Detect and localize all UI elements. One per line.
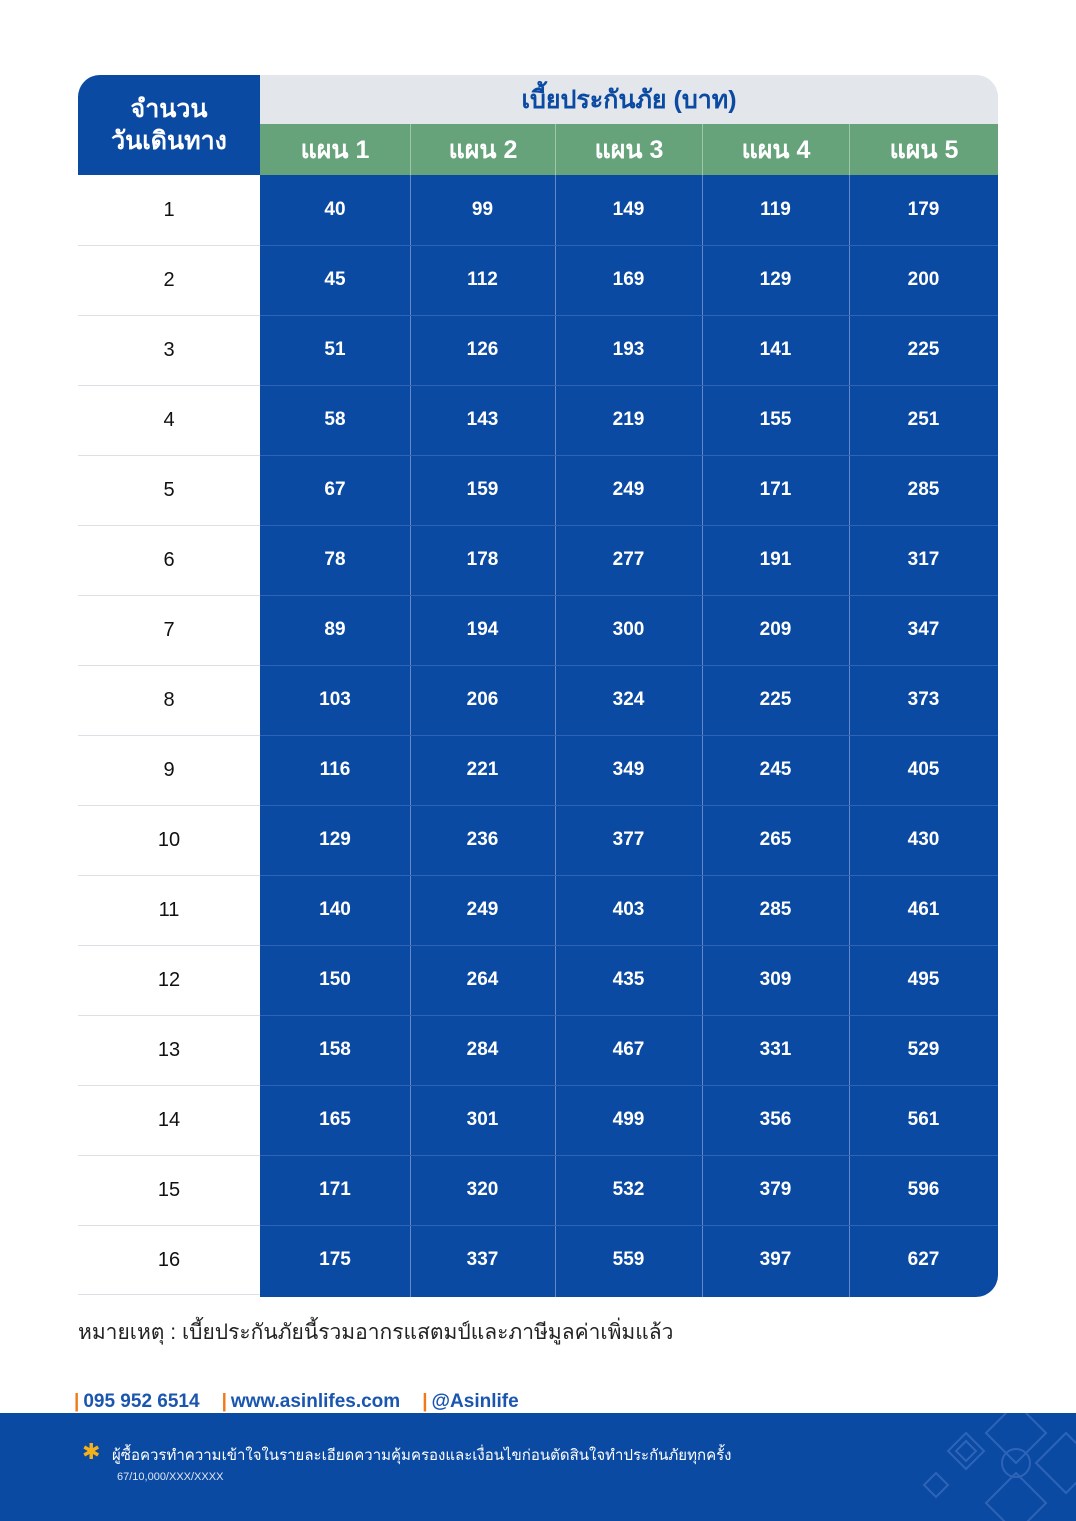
travel-days-header-line1: จำนวน — [130, 95, 208, 123]
travel-days-cell: 6 — [163, 548, 175, 571]
premium-cell: 129 — [319, 829, 351, 850]
separator-bar: | — [74, 1391, 80, 1412]
premium-cell: 320 — [466, 1179, 499, 1200]
premium-cell: 265 — [759, 829, 792, 850]
plan-header: แผน 4 — [702, 124, 849, 175]
premium-cell: 219 — [612, 409, 645, 430]
premium-cell: 561 — [907, 1109, 940, 1130]
travel-days-cell: 9 — [163, 758, 175, 781]
travel-days-cell: 15 — [157, 1178, 181, 1201]
phone-number[interactable]: 095 952 6514 — [83, 1391, 200, 1412]
premium-cell: 171 — [759, 479, 792, 500]
travel-days-cell: 3 — [163, 338, 175, 361]
premium-cell: 430 — [907, 829, 940, 850]
premium-cell: 194 — [466, 619, 499, 640]
table-row — [78, 945, 998, 1015]
travel-days-cell: 7 — [163, 618, 175, 641]
premium-cell: 300 — [612, 619, 645, 640]
travel-days-cell: 12 — [157, 968, 181, 991]
premium-cell: 377 — [612, 829, 645, 850]
table-row — [78, 175, 998, 245]
premium-cell: 467 — [612, 1039, 645, 1060]
premium-cell: 67 — [324, 479, 346, 500]
premium-cell: 155 — [759, 409, 792, 430]
premium-cell: 206 — [466, 689, 499, 710]
plan-header: แผน 1 — [260, 124, 410, 175]
table-row — [78, 665, 998, 735]
premium-cell: 627 — [907, 1249, 940, 1270]
table-row — [78, 315, 998, 385]
premium-cell: 331 — [759, 1039, 792, 1060]
travel-days-header — [78, 75, 260, 175]
separator-bar: | — [221, 1391, 227, 1412]
premium-cell: 559 — [612, 1249, 645, 1270]
premium-cell: 209 — [759, 619, 792, 640]
premium-cell: 193 — [612, 339, 645, 360]
premium-cell: 249 — [466, 899, 499, 920]
travel-days-header-line2: วันเดินทาง — [111, 127, 227, 155]
travel-days-cell: 16 — [157, 1248, 181, 1271]
row-divider — [78, 1294, 260, 1295]
premium-cell: 225 — [759, 689, 792, 710]
premium-cell: 140 — [319, 899, 351, 920]
premium-cell: 435 — [612, 969, 645, 990]
premium-cell: 191 — [759, 549, 792, 570]
premium-cell: 337 — [466, 1249, 499, 1270]
travel-days-cell: 10 — [157, 828, 181, 851]
premium-cell: 169 — [612, 269, 645, 290]
premium-cell: 158 — [319, 1039, 351, 1060]
premium-cell: 347 — [907, 619, 940, 640]
table-row — [78, 1225, 998, 1295]
travel-days-cell: 14 — [157, 1108, 181, 1131]
premium-cell: 143 — [466, 409, 499, 430]
website-link[interactable]: www.asinlifes.com — [230, 1391, 401, 1412]
table-row — [78, 1085, 998, 1155]
premium-cell: 149 — [612, 199, 645, 220]
premium-cell: 175 — [319, 1249, 351, 1270]
premium-cell: 532 — [612, 1179, 645, 1200]
premium-cell: 596 — [907, 1179, 940, 1200]
table-row — [78, 1015, 998, 1085]
premium-cell: 159 — [466, 479, 499, 500]
premium-cell: 165 — [319, 1109, 351, 1130]
premium-cell: 264 — [466, 969, 499, 990]
plan-header: แผน 5 — [849, 124, 998, 175]
premium-cell: 51 — [324, 339, 346, 360]
premium-cell: 251 — [907, 409, 940, 430]
premium-cell: 126 — [466, 339, 499, 360]
premium-cell: 116 — [319, 759, 351, 780]
premium-cell: 45 — [324, 269, 346, 290]
premium-cell: 112 — [467, 269, 498, 290]
premium-cell: 99 — [471, 199, 494, 220]
table-row — [78, 525, 998, 595]
premium-cell: 324 — [612, 689, 645, 710]
separator-bar: | — [422, 1391, 428, 1412]
premium-cell: 379 — [759, 1179, 792, 1200]
table-row — [78, 805, 998, 875]
document-code: 67/10,000/XXX/XXXX — [117, 1471, 224, 1483]
premium-cell: 119 — [760, 199, 791, 220]
table-row — [78, 875, 998, 945]
premium-cell: 78 — [324, 549, 346, 570]
premium-cell: 495 — [907, 969, 940, 990]
premium-cell: 285 — [907, 479, 940, 500]
premium-header: เบี้ยประกันภัย (บาท) — [260, 75, 998, 124]
premium-cell: 171 — [319, 1179, 351, 1200]
plan-header: แผน 3 — [555, 124, 702, 175]
premium-cell: 103 — [319, 689, 351, 710]
premium-cell: 309 — [759, 969, 792, 990]
decorative-pattern-icon — [816, 1413, 1076, 1521]
premium-cell: 373 — [907, 689, 940, 710]
table-row — [78, 735, 998, 805]
table-row — [78, 245, 998, 315]
travel-days-cell: 13 — [157, 1038, 181, 1061]
premium-cell: 249 — [612, 479, 645, 500]
premium-cell: 58 — [324, 409, 346, 430]
premium-cell: 225 — [907, 339, 940, 360]
premium-cell: 317 — [907, 549, 940, 570]
premium-cell: 141 — [759, 339, 792, 360]
premium-cell: 245 — [759, 759, 792, 780]
premium-cell: 221 — [466, 759, 499, 780]
premium-cell: 403 — [612, 899, 645, 920]
contact-bar — [74, 1390, 541, 1414]
premium-cell: 529 — [907, 1039, 940, 1060]
premium-cell: 405 — [907, 759, 940, 780]
premium-cell: 236 — [466, 829, 499, 850]
footer-disclaimer: ผู้ซื้อควรทำความเข้าใจในรายละเอียดความคุ้มครองและเงื่อนไขก่อนตัดสินใจทำประกันภัยทุกครั้ง — [112, 1447, 732, 1464]
travel-days-cell: 2 — [163, 268, 175, 291]
travel-days-cell: 4 — [163, 408, 175, 431]
premium-cell: 89 — [324, 619, 346, 640]
travel-days-cell: 5 — [163, 478, 175, 501]
table-row — [78, 455, 998, 525]
travel-days-cell: 11 — [158, 898, 180, 921]
table-row — [78, 1155, 998, 1225]
footer-banner — [0, 1413, 1076, 1521]
premium-cell: 301 — [466, 1109, 499, 1130]
premium-cell: 349 — [612, 759, 645, 780]
premium-cell: 150 — [319, 969, 351, 990]
premium-cell: 356 — [759, 1109, 792, 1130]
premium-cell: 499 — [612, 1109, 645, 1130]
table-row — [78, 595, 998, 665]
premium-note: หมายเหตุ : เบี้ยประกันภัยนี้รวมอากรแสตมป์และภาษีมูลค่าเพิ่มแล้ว — [78, 1321, 674, 1344]
premium-cell: 200 — [907, 269, 940, 290]
premium-cell: 397 — [759, 1249, 792, 1270]
premium-cell: 129 — [759, 269, 792, 290]
line-id[interactable]: @Asinlife — [431, 1391, 519, 1412]
travel-days-cell: 1 — [163, 198, 175, 221]
table-row — [78, 385, 998, 455]
premium-table — [78, 75, 998, 1297]
premium-cell: 178 — [466, 549, 499, 570]
premium-cell: 284 — [466, 1039, 499, 1060]
plan-header: แผน 2 — [410, 124, 555, 175]
premium-cell: 285 — [759, 899, 792, 920]
premium-cell: 277 — [612, 549, 645, 570]
travel-days-cell: 8 — [163, 688, 175, 711]
asterisk-icon: ✱ — [82, 1439, 101, 1464]
premium-cell: 179 — [907, 199, 940, 220]
premium-cell: 40 — [324, 199, 346, 220]
premium-cell: 461 — [907, 899, 940, 920]
